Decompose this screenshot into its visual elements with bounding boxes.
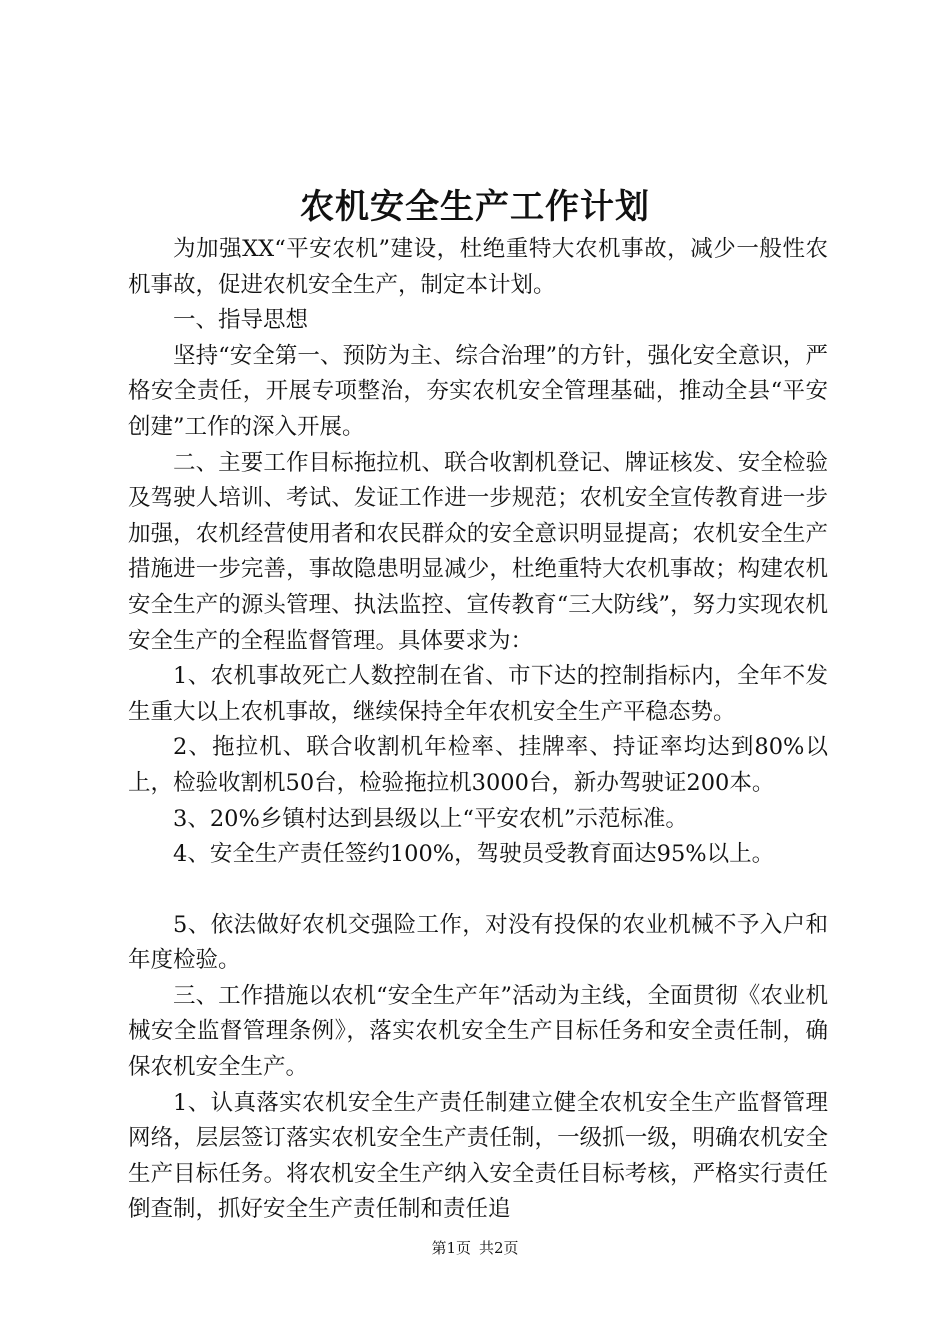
paragraph-work-measures: 三、工作措施以农机“安全生产年”活动为主线，全面贯彻《农业机械安全监督管理条例》，落实农机安全生产目标任务和安全责任制，确保农机安全生产。 <box>128 982 828 1081</box>
paragraph-guiding-thought: 坚持“安全第一、预防为主、综合治理”的方针，强化安全意识，严格安全责任，开展专项整治，夯实农机安全管理基础，推动全县“平安创建”工作的深入开展。 <box>128 342 828 440</box>
page-number-total: 共2页 <box>479 1239 519 1257</box>
document-title: 农机安全生产工作计划 <box>300 187 650 227</box>
list-item-goal-1: 1、农机事故死亡人数控制在省、市下达的控制指标内，全年不发生重大以上农机事故，继续保持全年农机安全生产平稳态势。 <box>128 663 828 725</box>
page-number-current: 第1页 <box>431 1239 471 1257</box>
section-heading-guiding-thought: 一、指导思想 <box>173 307 309 334</box>
list-item-goal-3: 3、20%乡镇村达到县级以上“平安农机”示范标准。 <box>173 805 688 832</box>
list-item-goal-5: 5、依法做好农机交强险工作，对没有投保的农业机械不予入户和年度检验。 <box>128 911 828 974</box>
document-body <box>128 232 828 1228</box>
list-item-goal-2: 2、拖拉机、联合收割机年检率、挂牌率、持证率均达到80%以上，检验收割机50台，检验拖拉机3000台，新办驾驶证200本。 <box>128 734 828 796</box>
paragraph-intro: 为加强XX“平安农机”建设，杜绝重特大农机事故，减少一般性农机事故，促进农机安全生产，制定本计划。 <box>128 236 828 298</box>
paragraph-main-goals: 二、主要工作目标拖拉机、联合收割机登记、牌证核发、安全检验及驾驶人培训、考试、发证工作进一步规范；农机安全宣传教育进一步加强，农机经营使用者和农民群众的安全意识明显提高；农机安全生产措施进一步完善，事故隐患明显减少，杜绝重特大农机事故；构建农机安全生产的源头管理、执法监控、宣传教育“三大防线”，努力实现农机安全生产的全程监督管理。具体要求为： <box>128 449 828 654</box>
page-footer <box>0 1238 950 1258</box>
list-item-goal-4: 4、安全生产责任签约100%，驾驶员受教育面达95%以上。 <box>173 841 775 868</box>
list-item-measure-1: 1、认真落实农机安全生产责任制建立健全农机安全生产监督管理网络，层层签订落实农机安全生产责任制，一级抓一级，明确农机安全生产目标任务。将农机安全生产纳入安全责任目标考核，严格实行责任倒查制，抓好安全生产责任制和责任追 <box>128 1089 828 1223</box>
